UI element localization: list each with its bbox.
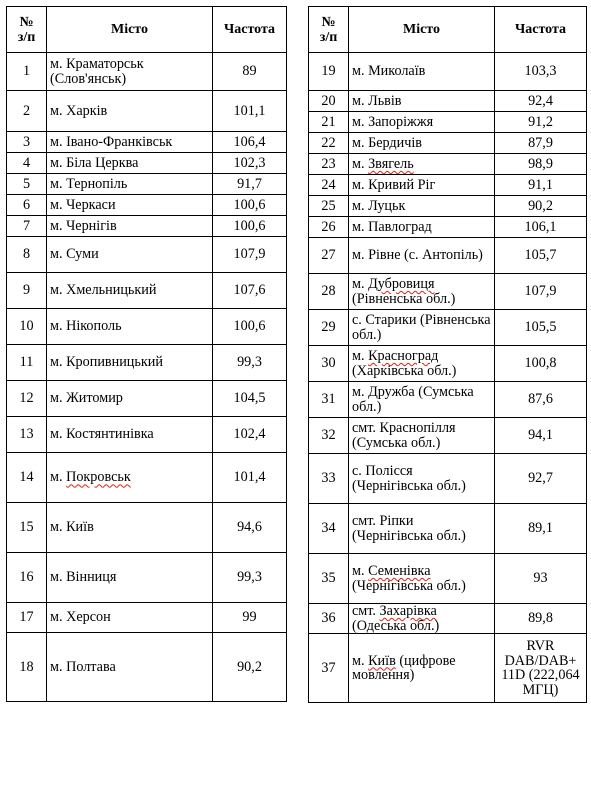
- row-city: м. Харків: [47, 91, 213, 132]
- spellcheck-word: Звягель: [368, 155, 414, 172]
- spellcheck-word: Дубровиця: [368, 276, 435, 292]
- row-city: м. Луцьк: [349, 196, 495, 217]
- frequency-table-right: [308, 6, 587, 703]
- header-freq: Частота: [213, 7, 287, 53]
- row-number: 20: [309, 91, 349, 112]
- header-freq: Частота: [495, 7, 587, 53]
- row-number: 31: [309, 382, 349, 418]
- row-number: 4: [7, 153, 47, 174]
- spellcheck-word: Захарівка: [379, 603, 437, 619]
- row-number: 23: [309, 154, 349, 175]
- table-row: [7, 195, 287, 216]
- table-row: [309, 634, 587, 703]
- row-city: м. Семенівка (Чернігівська обл.): [349, 554, 495, 604]
- row-city: м. Кривий Ріг: [349, 175, 495, 196]
- row-number: 18: [7, 633, 47, 702]
- row-city: м. Херсон: [47, 603, 213, 633]
- row-frequency: 94,1: [495, 418, 587, 454]
- table-row: [7, 91, 287, 132]
- row-city: м. Красноград (Харківська обл.): [349, 346, 495, 382]
- header-num: № з/п: [7, 7, 47, 53]
- row-frequency: 90,2: [495, 196, 587, 217]
- row-city: м. Житомир: [47, 381, 213, 417]
- row-frequency: 93: [495, 554, 587, 604]
- row-frequency: 107,6: [213, 273, 287, 309]
- row-number: 22: [309, 133, 349, 154]
- row-number: 28: [309, 274, 349, 310]
- row-city: м. Тернопіль: [47, 174, 213, 195]
- row-number: 30: [309, 346, 349, 382]
- header-num: № з/п: [309, 7, 349, 53]
- row-number: 1: [7, 53, 47, 91]
- row-frequency: 98,9: [495, 154, 587, 175]
- table-row: [309, 196, 587, 217]
- row-frequency: 91,7: [213, 174, 287, 195]
- row-frequency: 103,3: [495, 53, 587, 91]
- row-number: 7: [7, 216, 47, 237]
- row-frequency: 89: [213, 53, 287, 91]
- table-row: [7, 381, 287, 417]
- row-number: 21: [309, 112, 349, 133]
- row-frequency: 102,3: [213, 153, 287, 174]
- row-city: м. Хмельницький: [47, 273, 213, 309]
- frequency-table-left: [6, 6, 287, 702]
- spellcheck-word: Київ: [368, 652, 396, 669]
- row-city: м. Дубровиця (Рівненська обл.): [349, 274, 495, 310]
- row-number: 37: [309, 634, 349, 703]
- table-row: [309, 217, 587, 238]
- table-row: [7, 503, 287, 553]
- row-city: смт. Ріпки (Чернігівська обл.): [349, 504, 495, 554]
- table-header-row: [7, 7, 287, 53]
- row-number: 9: [7, 273, 47, 309]
- row-frequency: 107,9: [213, 237, 287, 273]
- table-row: [309, 346, 587, 382]
- row-number: 11: [7, 345, 47, 381]
- row-number: 24: [309, 175, 349, 196]
- table-row: [7, 53, 287, 91]
- table-row: [7, 309, 287, 345]
- row-city: м. Костянтинівка: [47, 417, 213, 453]
- row-frequency: 87,9: [495, 133, 587, 154]
- row-frequency: 100,6: [213, 216, 287, 237]
- table-row: [309, 454, 587, 504]
- row-city: м. Покровськ: [47, 453, 213, 503]
- row-city: м. Черкаси: [47, 195, 213, 216]
- row-city: м. Київ (цифрове мовлення): [349, 634, 495, 703]
- row-city: м. Біла Церква: [47, 153, 213, 174]
- row-number: 16: [7, 553, 47, 603]
- row-frequency: 87,6: [495, 382, 587, 418]
- row-frequency: 100,6: [213, 195, 287, 216]
- row-number: 34: [309, 504, 349, 554]
- row-frequency: 99,3: [213, 345, 287, 381]
- row-city: м. Звягель: [349, 154, 495, 175]
- row-number: 29: [309, 310, 349, 346]
- table-row: [309, 112, 587, 133]
- row-number: 27: [309, 238, 349, 274]
- row-city: м. Вінниця: [47, 553, 213, 603]
- row-city: смт. Краснопілля (Сумська обл.): [349, 418, 495, 454]
- row-number: 8: [7, 237, 47, 273]
- header-city: Місто: [47, 7, 213, 53]
- row-city: м. Рівне (с. Антопіль): [349, 238, 495, 274]
- row-number: 14: [7, 453, 47, 503]
- row-number: 35: [309, 554, 349, 604]
- row-city: м. Івано-Франківськ: [47, 132, 213, 153]
- row-number: 12: [7, 381, 47, 417]
- row-city: м. Бердичів: [349, 133, 495, 154]
- table-row: [7, 417, 287, 453]
- row-frequency: 92,4: [495, 91, 587, 112]
- row-frequency: 105,5: [495, 310, 587, 346]
- row-number: 25: [309, 196, 349, 217]
- row-frequency: 101,1: [213, 91, 287, 132]
- table-row: [7, 453, 287, 503]
- table-header-row: [309, 7, 587, 53]
- row-city: м. Нікополь: [47, 309, 213, 345]
- table-row: [309, 604, 587, 634]
- table-row: [7, 553, 287, 603]
- table-row: [309, 274, 587, 310]
- row-city: м. Чернігів: [47, 216, 213, 237]
- row-frequency: 99: [213, 603, 287, 633]
- row-city: м. Полтава: [47, 633, 213, 702]
- row-frequency: 101,4: [213, 453, 287, 503]
- row-frequency: RVR DAB/DAB+ 11D (222,064 МГЦ): [495, 634, 587, 703]
- row-frequency: 91,1: [495, 175, 587, 196]
- row-city: м. Суми: [47, 237, 213, 273]
- row-city: м. Павлоград: [349, 217, 495, 238]
- spellcheck-word: Красноград: [368, 348, 439, 364]
- table-row: [7, 633, 287, 702]
- table-row: [7, 132, 287, 153]
- row-number: 15: [7, 503, 47, 553]
- row-number: 2: [7, 91, 47, 132]
- row-number: 17: [7, 603, 47, 633]
- row-frequency: 92,7: [495, 454, 587, 504]
- row-frequency: 102,4: [213, 417, 287, 453]
- row-number: 32: [309, 418, 349, 454]
- row-number: 33: [309, 454, 349, 504]
- spellcheck-word: Покровськ: [66, 469, 131, 486]
- row-city: с. Полісся (Чернігівська обл.): [349, 454, 495, 504]
- table-row: [309, 504, 587, 554]
- row-number: 10: [7, 309, 47, 345]
- table-row: [7, 603, 287, 633]
- row-frequency: 106,4: [213, 132, 287, 153]
- table-row: [7, 345, 287, 381]
- table-row: [309, 133, 587, 154]
- table-row: [7, 153, 287, 174]
- row-number: 19: [309, 53, 349, 91]
- table-row: [309, 310, 587, 346]
- row-number: 5: [7, 174, 47, 195]
- row-frequency: 106,1: [495, 217, 587, 238]
- row-frequency: 89,1: [495, 504, 587, 554]
- row-city: м. Київ: [47, 503, 213, 553]
- row-number: 13: [7, 417, 47, 453]
- row-number: 26: [309, 217, 349, 238]
- table-row: [7, 174, 287, 195]
- row-frequency: 107,9: [495, 274, 587, 310]
- row-number: 3: [7, 132, 47, 153]
- row-frequency: 90,2: [213, 633, 287, 702]
- row-city: м. Дружба (Сумська обл.): [349, 382, 495, 418]
- table-row: [309, 418, 587, 454]
- row-city: смт. Захарівка (Одеська обл.): [349, 604, 495, 634]
- row-frequency: 91,2: [495, 112, 587, 133]
- spellcheck-word: Семенівка: [368, 563, 431, 579]
- row-city: м. Краматорськ (Слов'янськ): [47, 53, 213, 91]
- row-city: м. Запоріжжя: [349, 112, 495, 133]
- row-city: м. Львів: [349, 91, 495, 112]
- row-frequency: 89,8: [495, 604, 587, 634]
- table-row: [7, 237, 287, 273]
- row-city: с. Старики (Рівненська обл.): [349, 310, 495, 346]
- table-row: [309, 154, 587, 175]
- row-number: 36: [309, 604, 349, 634]
- row-frequency: 100,6: [213, 309, 287, 345]
- table-row: [309, 91, 587, 112]
- table-row: [309, 554, 587, 604]
- row-city: м. Миколаїв: [349, 53, 495, 91]
- row-frequency: 94,6: [213, 503, 287, 553]
- table-row: [7, 216, 287, 237]
- row-frequency: 99,3: [213, 553, 287, 603]
- row-frequency: 100,8: [495, 346, 587, 382]
- row-city: м. Кропивницький: [47, 345, 213, 381]
- table-row: [309, 238, 587, 274]
- table-row: [7, 273, 287, 309]
- table-row: [309, 382, 587, 418]
- row-frequency: 105,7: [495, 238, 587, 274]
- header-city: Місто: [349, 7, 495, 53]
- table-row: [309, 175, 587, 196]
- row-frequency: 104,5: [213, 381, 287, 417]
- table-row: [309, 53, 587, 91]
- row-number: 6: [7, 195, 47, 216]
